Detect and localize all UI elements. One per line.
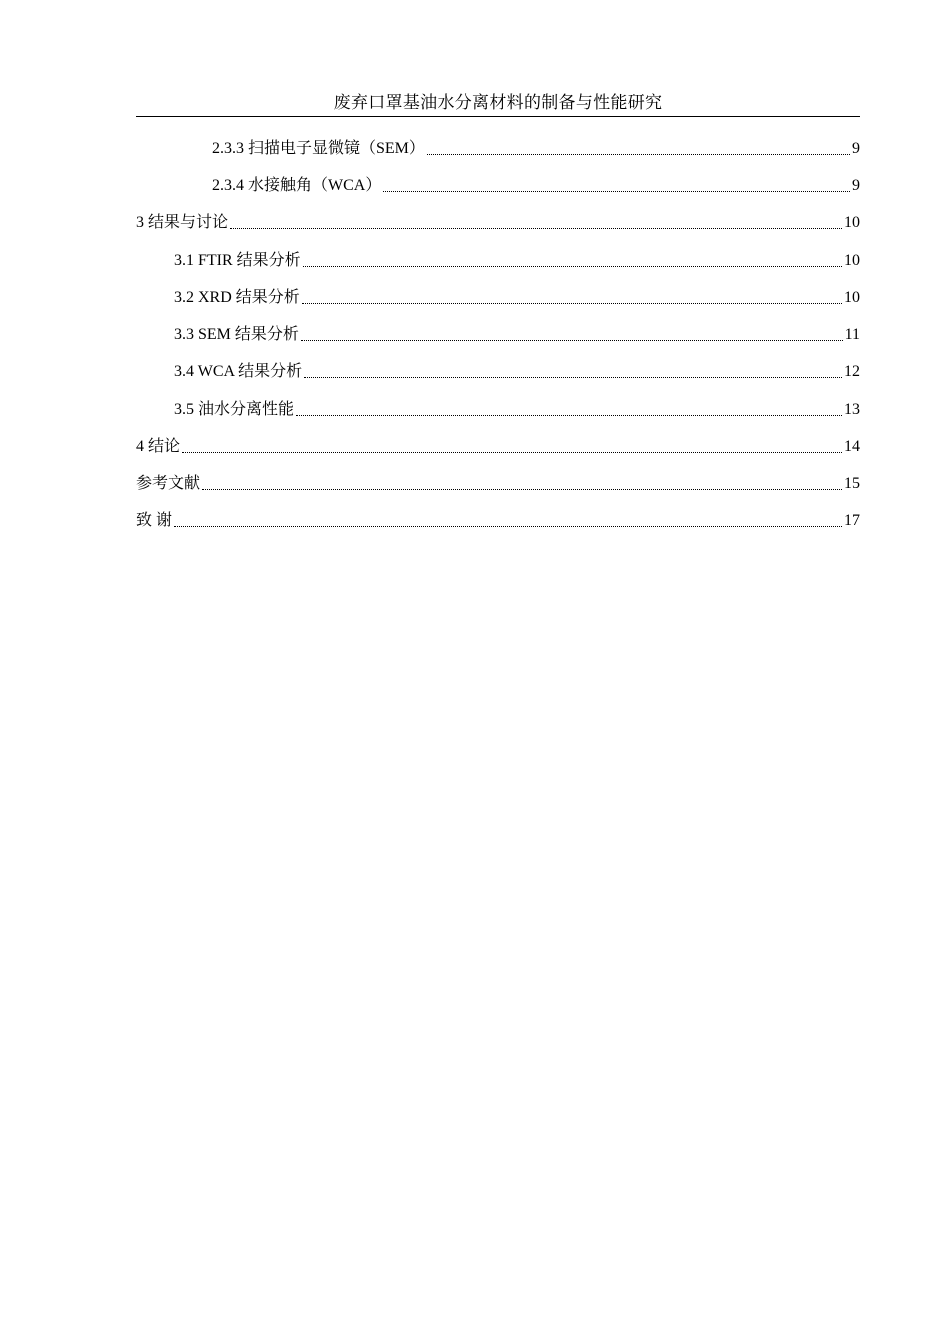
- toc-dot-leader: [174, 510, 842, 532]
- toc-entry-page: 11: [844, 326, 860, 343]
- toc-entry-label: 2.3.3 扫描电子显微镜（SEM）: [212, 140, 425, 157]
- toc-entry-label: 3.2 XRD 结果分析: [174, 289, 300, 306]
- toc-entry-page: 13: [844, 401, 860, 418]
- toc-entry-label: 3.3 SEM 结果分析: [174, 326, 299, 343]
- toc-entry[interactable]: [136, 510, 860, 532]
- toc-entry-page: 9: [852, 140, 860, 157]
- toc-entry[interactable]: [136, 436, 860, 458]
- toc-entry-label: 4 结论: [136, 438, 181, 455]
- toc-entry-page: 10: [844, 252, 860, 269]
- toc-dot-leader: [230, 212, 842, 234]
- toc-dot-leader: [202, 473, 842, 495]
- toc-entry-label: 3.4 WCA 结果分析: [174, 363, 303, 380]
- toc-dot-leader: [303, 250, 842, 272]
- toc-entry-page: 15: [844, 475, 860, 492]
- toc-dot-leader: [301, 324, 843, 346]
- toc-entry-page: 17: [844, 512, 860, 529]
- toc-entry[interactable]: [174, 287, 860, 309]
- toc-dot-leader: [383, 175, 850, 197]
- toc-entry-page: 14: [844, 438, 860, 455]
- toc-entry-label: 3 结果与讨论: [136, 214, 229, 231]
- toc-dot-leader: [427, 138, 850, 160]
- toc-entry[interactable]: [174, 361, 860, 383]
- toc-entry-label: 致 谢: [136, 512, 173, 529]
- toc-entry[interactable]: [212, 175, 860, 197]
- toc-entry[interactable]: [174, 324, 860, 346]
- toc-entry-page: 12: [844, 363, 860, 380]
- toc-dot-leader: [182, 436, 842, 458]
- toc-entry-label: 2.3.4 水接触角（WCA）: [212, 177, 382, 194]
- toc-dot-leader: [302, 287, 842, 309]
- toc-entry[interactable]: [136, 473, 860, 495]
- toc-entry-label: 3.1 FTIR 结果分析: [174, 252, 301, 269]
- toc-entry[interactable]: [174, 250, 860, 272]
- toc-entry[interactable]: [212, 138, 860, 160]
- toc-entry[interactable]: [174, 399, 860, 421]
- toc-entry-page: 10: [844, 214, 860, 231]
- toc-dot-leader: [296, 399, 842, 421]
- header-rule: [136, 116, 860, 117]
- toc-entry-page: 9: [852, 177, 860, 194]
- toc-entry-label: 参考文献: [136, 475, 201, 492]
- header-title: 废弃口罩基油水分离材料的制备与性能研究: [333, 93, 663, 112]
- toc-entry-page: 10: [844, 289, 860, 306]
- toc-entry-label: 3.5 油水分离性能: [174, 401, 295, 418]
- toc-entry[interactable]: [136, 212, 860, 234]
- toc-dot-leader: [304, 361, 842, 383]
